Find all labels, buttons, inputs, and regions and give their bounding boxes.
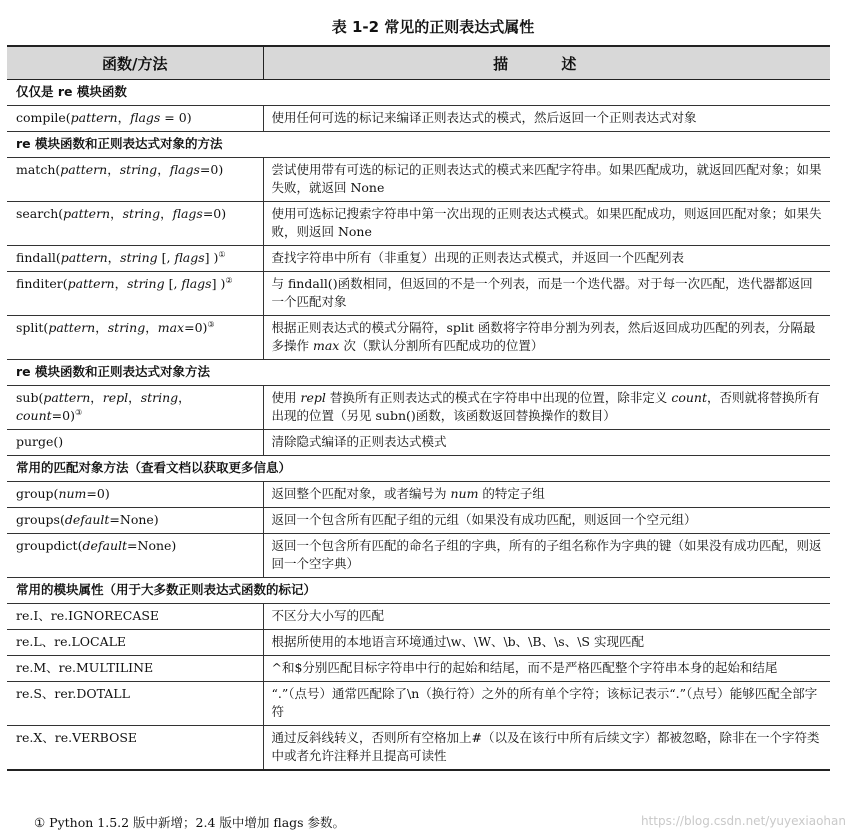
table-row xyxy=(7,630,830,656)
function-description: “.”（点号）通常匹配除了\n（换行符）之外的所有单个字符；该标记表示“.”（点号）能够匹配全部字符 xyxy=(263,682,830,726)
table-row xyxy=(7,158,830,202)
table-row xyxy=(7,482,830,508)
function-signature: findall(pattern，string [, flags] )① xyxy=(7,246,263,272)
function-description: 使用可选标记搜索字符串中第一次出现的正则表达式模式。如果匹配成功，则返回匹配对象；如果失败，则返回 None xyxy=(263,202,830,246)
table-row xyxy=(7,604,830,630)
function-signature: compile(pattern，flags = 0) xyxy=(7,106,263,132)
section-heading: 仅仅是 re 模块函数 xyxy=(7,80,830,106)
function-description: 返回一个包含所有匹配子组的元组（如果没有成功匹配，则返回一个空元组） xyxy=(263,508,830,534)
function-description: 根据正则表达式的模式分隔符，split 函数将字符串分割为列表，然后返回成功匹配的列表，分隔最多操作 max 次（默认分割所有匹配成功的位置） xyxy=(263,316,830,360)
section-heading: 常用的模块属性（用于大多数正则表达式函数的标记） xyxy=(7,578,830,604)
footnote-marker: ① xyxy=(218,249,226,259)
table-row xyxy=(7,316,830,360)
function-signature: match(pattern，string，flags=0) xyxy=(7,158,263,202)
table-row xyxy=(7,202,830,246)
table-row xyxy=(7,726,830,771)
footnote-marker: ③ xyxy=(207,319,215,329)
table-row xyxy=(7,682,830,726)
table-header-row xyxy=(7,46,830,80)
header-description: 描 述 xyxy=(263,46,830,80)
section-heading: 常用的匹配对象方法（查看文档以获取更多信息） xyxy=(7,456,830,482)
function-signature: re.M、re.MULTILINE xyxy=(7,656,263,682)
section-heading-row xyxy=(7,132,830,158)
header-function-method: 函数/方法 xyxy=(7,46,263,80)
function-description: 尝试使用带有可选的标记的正则表达式的模式来匹配字符串。如果匹配成功，就返回匹配对象；如果失败，就返回 None xyxy=(263,158,830,202)
function-signature: groups(default=None) xyxy=(7,508,263,534)
function-description: 使用任何可选的标记来编译正则表达式的模式，然后返回一个正则表达式对象 xyxy=(263,106,830,132)
watermark: https://blog.csdn.net/yuyexiaohan xyxy=(640,814,846,828)
function-signature: re.X、re.VERBOSE xyxy=(7,726,263,771)
function-description: 查找字符串中所有（非重复）出现的正则表达式模式，并返回一个匹配列表 xyxy=(263,246,830,272)
function-signature: split(pattern，string，max=0)③ xyxy=(7,316,263,360)
table-row xyxy=(7,272,830,316)
function-description: 清除隐式编译的正则表达式模式 xyxy=(263,430,830,456)
function-signature: re.L、re.LOCALE xyxy=(7,630,263,656)
section-heading-row xyxy=(7,456,830,482)
function-signature: sub(pattern，repl，string，count=0)③ xyxy=(7,386,263,430)
table-row xyxy=(7,386,830,430)
section-heading: re 模块函数和正则表达式对象方法 xyxy=(7,360,830,386)
function-description: 返回整个匹配对象，或者编号为 num 的特定子组 xyxy=(263,482,830,508)
table-row xyxy=(7,656,830,682)
function-description: ^和$分别匹配目标字符串中行的起始和结尾，而不是严格匹配整个字符串本身的起始和结尾 xyxy=(263,656,830,682)
table-row xyxy=(7,430,830,456)
section-heading-row xyxy=(7,360,830,386)
section-heading-row xyxy=(7,578,830,604)
function-description: 根据所使用的本地语言环境通过\w、\W、\b、\B、\s、\S 实现匹配 xyxy=(263,630,830,656)
function-signature: search(pattern，string，flags=0) xyxy=(7,202,263,246)
function-signature: group(num=0) xyxy=(7,482,263,508)
table-row xyxy=(7,508,830,534)
table-row xyxy=(7,106,830,132)
section-heading-row xyxy=(7,80,830,106)
footnote: ① Python 1.5.2 版中新增；2.4 版中增加 flags 参数。 xyxy=(34,815,346,830)
table-title: 表 1-2 常见的正则表达式属性 xyxy=(331,18,535,36)
footnote-marker: ③ xyxy=(74,407,83,417)
function-description: 返回一个包含所有匹配的命名子组的字典，所有的子组名称作为字典的键（如果没有成功匹配，则返回一个空字典） xyxy=(263,534,830,578)
function-signature: re.S、rer.DOTALL xyxy=(7,682,263,726)
function-signature: groupdict(default=None) xyxy=(7,534,263,578)
function-description: 不区分大小写的匹配 xyxy=(263,604,830,630)
function-signature: re.I、re.IGNORECASE xyxy=(7,604,263,630)
function-signature: finditer(pattern，string [, flags] )② xyxy=(7,272,263,316)
function-signature: purge() xyxy=(7,430,263,456)
regex-attributes-table xyxy=(7,45,830,771)
table-row xyxy=(7,534,830,578)
function-description: 使用 repl 替换所有正则表达式的模式在字符串中出现的位置，除非定义 count，否则就将替换所有出现的位置（另见 subn()函数，该函数返回替换操作的数目） xyxy=(263,386,830,430)
section-heading: re 模块函数和正则表达式对象的方法 xyxy=(7,132,830,158)
function-description: 与 findall()函数相同，但返回的不是一个列表，而是一个迭代器。对于每一次匹配，迭代器都返回一个匹配对象 xyxy=(263,272,830,316)
table-row xyxy=(7,246,830,272)
function-description: 通过反斜线转义，否则所有空格加上#（以及在该行中所有后续文字）都被忽略，除非在一个字符类中或者允许注释并且提高可读性 xyxy=(263,726,830,771)
footnote-marker: ② xyxy=(225,275,233,285)
